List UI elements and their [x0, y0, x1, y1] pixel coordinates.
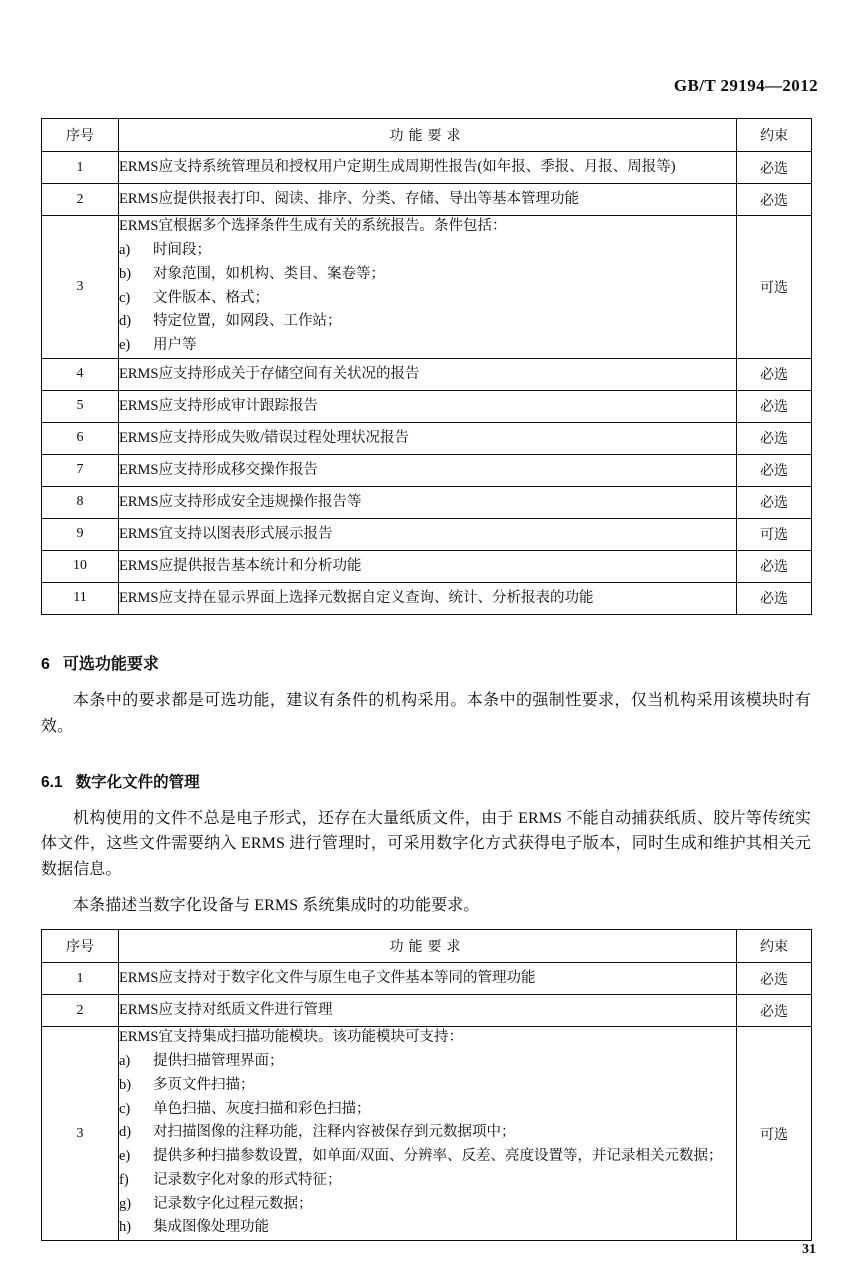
row-requirement: ERMS应提供报表打印、阅读、排序、分类、存储、导出等基本管理功能	[119, 184, 737, 216]
row-constraint: 必选	[737, 550, 812, 582]
list-text: 文件版本、格式；	[153, 289, 269, 306]
list-item	[119, 1145, 736, 1169]
reports-requirements-table	[41, 118, 812, 615]
row-requirement: ERMS应支持系统管理员和授权用户定期生成周期性报告(如年报、季报、月报、周报等)	[119, 152, 737, 184]
row-requirement	[119, 1027, 737, 1241]
list-item	[119, 1121, 736, 1145]
table-row	[42, 550, 812, 582]
table-row	[42, 358, 812, 390]
list-item	[119, 239, 736, 263]
row-requirement: ERMS应支持形成移交操作报告	[119, 454, 737, 486]
list-text: 记录数字化过程元数据；	[153, 1195, 313, 1212]
table-row	[42, 454, 812, 486]
clause-title: 可选功能要求	[62, 655, 159, 673]
list-marker: c)	[119, 289, 131, 306]
row-constraint: 必选	[737, 963, 812, 995]
page-number: 31	[802, 1242, 816, 1257]
row-requirement: ERMS应支持对于数字化文件与原生电子文件基本等同的管理功能	[119, 963, 737, 995]
list-marker: b)	[119, 265, 132, 282]
row-constraint: 必选	[737, 152, 812, 184]
row-constraint: 必选	[737, 358, 812, 390]
list-item	[119, 1216, 736, 1240]
list-text: 集成图像处理功能	[153, 1219, 269, 1236]
list-marker: e)	[119, 337, 131, 354]
clause-heading-6	[41, 651, 811, 674]
digitization-requirements-table	[41, 929, 812, 1241]
row-number: 5	[42, 390, 119, 422]
table-row	[42, 518, 812, 550]
table-row	[42, 582, 812, 614]
column-header-constraint: 约束	[737, 119, 812, 152]
table-row	[42, 216, 812, 359]
list-text: 提供多种扫描参数设置，如单面/双面、分辨率、反差、亮度设置等，并记录相关元数据；	[153, 1148, 723, 1165]
column-header-requirement: 功能要求	[119, 930, 737, 963]
page-content	[41, 118, 811, 1241]
table-row	[42, 152, 812, 184]
row-number: 1	[42, 152, 119, 184]
list-text: 用户等	[153, 337, 197, 354]
row-constraint: 必选	[737, 486, 812, 518]
requirement-sublist	[119, 1050, 736, 1240]
row-number: 3	[42, 216, 119, 359]
subclause-number: 6.1	[41, 773, 63, 791]
list-item	[119, 263, 736, 287]
row-number: 8	[42, 486, 119, 518]
list-item	[119, 1169, 736, 1193]
row-requirement: ERMS应支持形成审计跟踪报告	[119, 390, 737, 422]
row-requirement	[119, 216, 737, 359]
list-text: 多页文件扫描；	[153, 1076, 255, 1093]
requirement-lead-text: ERMS宜根据多个选择条件生成有关的系统报告。条件包括：	[119, 218, 507, 234]
row-requirement: ERMS应支持形成关于存储空间有关状况的报告	[119, 358, 737, 390]
list-marker: h)	[119, 1219, 132, 1236]
list-text: 时间段；	[153, 242, 211, 259]
row-number: 11	[42, 582, 119, 614]
row-number: 7	[42, 454, 119, 486]
table-row	[42, 995, 812, 1027]
requirement-lead-text: ERMS宜支持集成扫描功能模块。该功能模块可支持：	[119, 1029, 463, 1046]
row-number: 3	[42, 1027, 119, 1241]
list-marker: d)	[119, 313, 132, 330]
row-number: 6	[42, 422, 119, 454]
table-row	[42, 1027, 812, 1241]
list-item	[119, 287, 736, 311]
requirement-sublist	[119, 239, 736, 358]
list-item	[119, 1193, 736, 1217]
row-requirement: ERMS应支持对纸质文件进行管理	[119, 995, 737, 1027]
clause-heading-6-1	[41, 770, 811, 792]
row-constraint: 可选	[737, 216, 812, 359]
table-header-row	[42, 930, 812, 963]
list-marker: a)	[119, 242, 131, 259]
list-marker: c)	[119, 1100, 131, 1117]
column-header-no: 序号	[42, 119, 119, 152]
row-number: 2	[42, 995, 119, 1027]
column-header-no: 序号	[42, 930, 119, 963]
row-number: 4	[42, 358, 119, 390]
row-number: 1	[42, 963, 119, 995]
list-marker: g)	[119, 1195, 132, 1212]
list-text: 对象范围，如机构、类目、案卷等；	[153, 265, 385, 282]
list-marker: a)	[119, 1053, 131, 1070]
column-header-constraint: 约束	[737, 930, 812, 963]
row-constraint: 可选	[737, 518, 812, 550]
list-marker: d)	[119, 1124, 132, 1141]
table-row	[42, 963, 812, 995]
row-constraint: 可选	[737, 1027, 812, 1241]
clause-6-paragraph: 本条中的要求都是可选功能，建议有条件的机构采用。本条中的强制性要求，仅当机构采用该模块时有效。	[41, 691, 811, 735]
clause-number: 6	[41, 655, 50, 673]
column-header-requirement: 功能要求	[119, 119, 737, 152]
row-constraint: 必选	[737, 390, 812, 422]
list-text: 特定位置，如网段、工作站；	[153, 313, 342, 330]
table-row	[42, 184, 812, 216]
subclause-title: 数字化文件的管理	[75, 773, 200, 791]
list-item	[119, 1098, 736, 1122]
row-constraint: 必选	[737, 995, 812, 1027]
row-requirement: ERMS宜支持以图表形式展示报告	[119, 518, 737, 550]
row-requirement: ERMS应支持形成安全违规操作报告等	[119, 486, 737, 518]
row-requirement: ERMS应提供报告基本统计和分析功能	[119, 550, 737, 582]
list-item	[119, 310, 736, 334]
list-text: 对扫描图像的注释功能，注释内容被保存到元数据项中；	[153, 1124, 516, 1141]
row-constraint: 必选	[737, 184, 812, 216]
row-requirement: ERMS应支持形成失败/错误过程处理状况报告	[119, 422, 737, 454]
list-marker: b)	[119, 1076, 132, 1093]
row-constraint: 必选	[737, 582, 812, 614]
clause-61-paragraph-2: 本条描述当数字化设备与 ERMS 系统集成时的功能要求。	[73, 897, 480, 915]
standard-code-header: GB/T 29194—2012	[673, 76, 818, 95]
list-text: 单色扫描、灰度扫描和彩色扫描；	[153, 1100, 371, 1117]
list-item	[119, 1074, 736, 1098]
list-text: 提供扫描管理界面；	[153, 1053, 284, 1070]
row-number: 10	[42, 550, 119, 582]
list-marker: e)	[119, 1148, 131, 1165]
list-item	[119, 1050, 736, 1074]
table-row	[42, 486, 812, 518]
list-item	[119, 334, 736, 358]
table-header-row	[42, 119, 812, 152]
row-requirement: ERMS应支持在显示界面上选择元数据自定义查询、统计、分析报表的功能	[119, 582, 737, 614]
row-number: 2	[42, 184, 119, 216]
table-row	[42, 390, 812, 422]
row-constraint: 必选	[737, 422, 812, 454]
table-row	[42, 422, 812, 454]
list-text: 记录数字化对象的形式特征；	[153, 1171, 342, 1188]
list-marker: f)	[119, 1171, 129, 1188]
row-constraint: 必选	[737, 454, 812, 486]
clause-61-paragraph-1: 机构使用的文件不总是电子形式，还存在大量纸质文件，由于 ERMS 不能自动捕获纸质、胶片等传统实体文件，这些文件需要纳入 ERMS 进行管理时，可采用数字化方式获得电子版本，同时生成和维护其相关元数据信息。	[41, 809, 811, 879]
row-number: 9	[42, 518, 119, 550]
